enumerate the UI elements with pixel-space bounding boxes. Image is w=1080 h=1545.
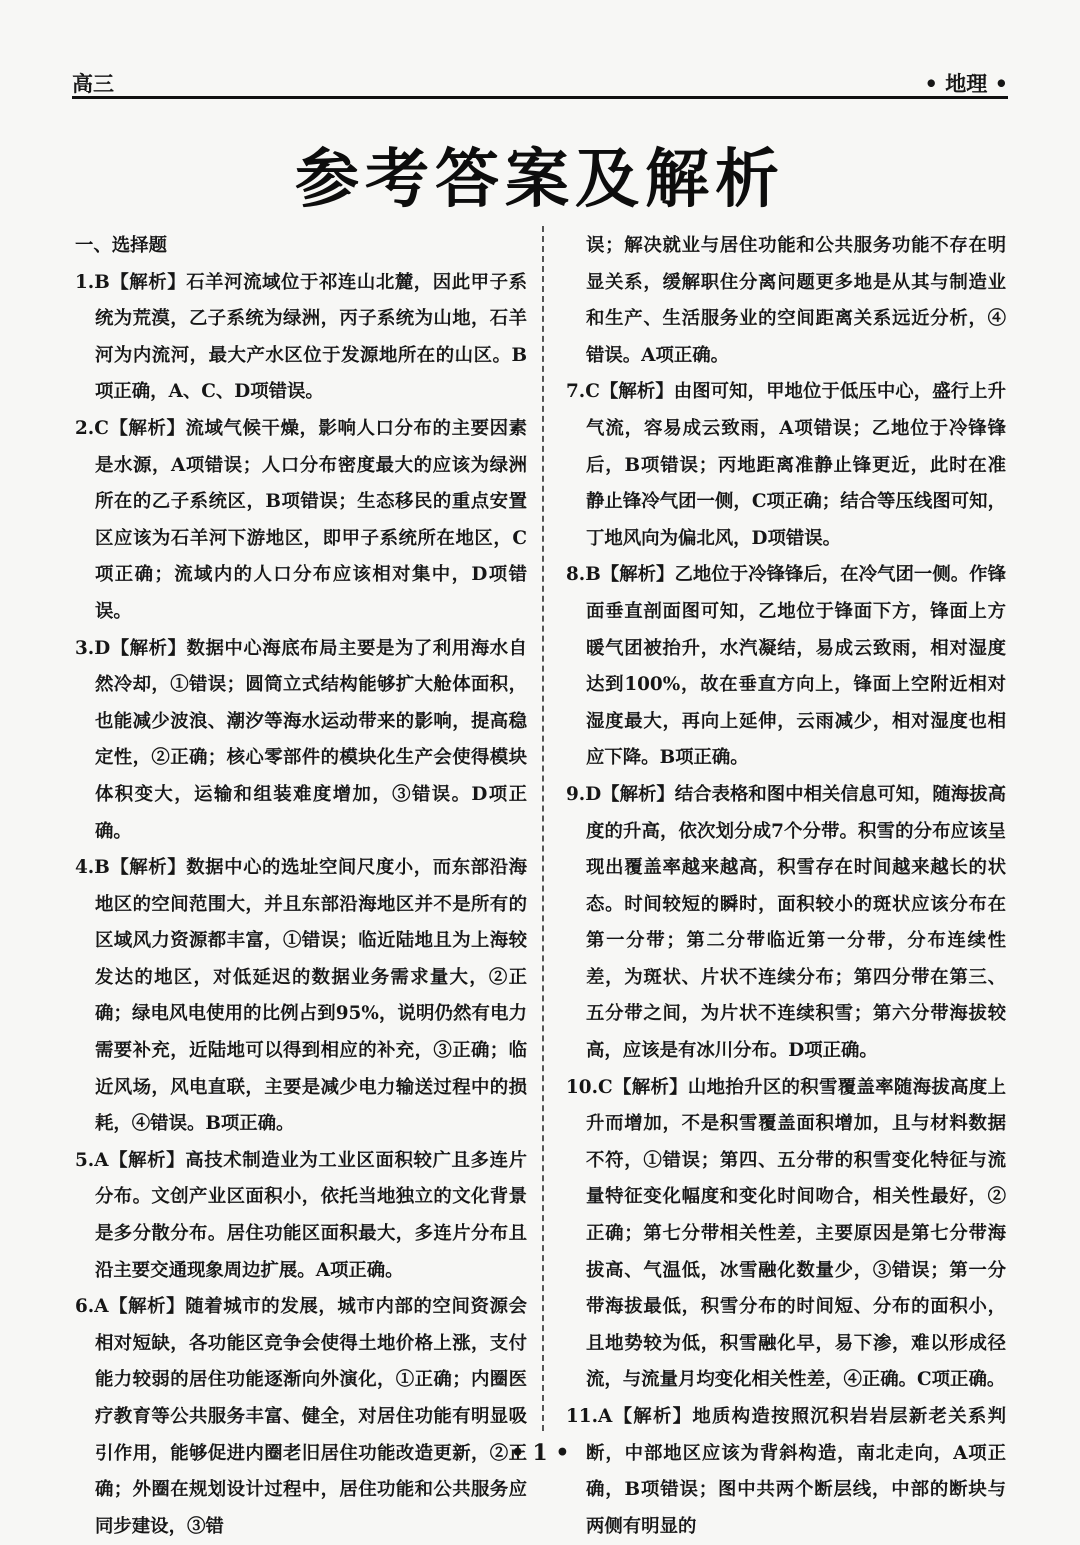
analysis-text: 乙地位于冷锋锋后，在冷气团一侧。作锋面垂直剖面图可知，乙地位于锋面下方，锋面上方暖气团被抬升，水汽凝结，易成云致雨，相对湿度达到100%，故在垂直方向上，锋面上空附近相对湿度最大，再向上延伸，云雨减少，相对湿度也相应下降。B项正确。 <box>586 564 1006 769</box>
answer-letter: D <box>585 783 602 805</box>
analysis-tag: 【解析】 <box>108 1296 186 1318</box>
question-number: 6. <box>75 1296 95 1318</box>
page-number: • 1 • <box>510 1440 570 1466</box>
grade-label: 高三 <box>72 71 114 96</box>
answer-list-right <box>566 374 1006 1545</box>
answer-item <box>566 1399 1006 1545</box>
analysis-text: 山地抬升区的积雪覆盖率随海拔高度上升而增加，不是积雪覆盖面积增加，且与材料数据不符，①错误；第四、五分带的积雪变化特征与流量特征变化幅度和变化时间吻合，相关性最好，②正确；第七分带相关性差，主要原因是第七分带海拔高、气温低，冰雪融化数量少，③错误；第一分带海拔最低，积雪分布的时间短、分布的面积小，且地势较为低，积雪融化早，易下渗，难以形成径流，与流量月均变化相关性差，④正确。C项正确。 <box>586 1076 1006 1391</box>
question-number: 2. <box>75 417 95 439</box>
answer-letter: B <box>585 564 601 586</box>
question-number: 10. <box>566 1076 598 1098</box>
answer-item <box>566 557 1006 777</box>
question-number: 4. <box>75 857 95 879</box>
analysis-tag: 【解析】 <box>109 857 187 879</box>
analysis-tag: 【解析】 <box>612 1406 693 1427</box>
answer-letter: C <box>598 1076 613 1098</box>
answer-item <box>566 374 1006 557</box>
answer-list-left <box>75 265 527 1545</box>
question-number: 5. <box>75 1149 95 1171</box>
question-number: 3. <box>75 637 95 659</box>
answer-letter: B <box>94 857 110 879</box>
answer-letter: B <box>94 271 110 293</box>
answer-letter: A <box>94 1149 109 1171</box>
analysis-text: 数据中心海底布局主要是为了利用海水自然冷却，①错误；圆筒立式结构能够扩大舱体面积，也能减少波浪、潮汐等海水运动带来的影响，提高稳定性，②正确；核心零部件的模块化生产会使得模块体积变大，运输和组装难度增加，③错误。D项正确。 <box>95 637 527 842</box>
answer-item <box>75 265 527 411</box>
analysis-text: 结合表格和图中相关信息可知，随海拔高度的升高，依次划分成7个分带。积雪的分布应该呈现出覆盖率越来越高，积雪存在时间越来越长的状态。时间较短的瞬时，面积较小的斑状应该分布在第一分带；第二分带临近第一分带，分布连续性差，为斑状、片状不连续分布；第四分带在第三、五分带之间，为片状不连续积雪；第六分带海拔较高，应该是有冰川分布。D项正确。 <box>586 783 1006 1062</box>
analysis-tag: 【解析】 <box>109 271 187 293</box>
page-header <box>72 66 1008 99</box>
answer-item <box>75 850 527 1143</box>
left-column <box>75 228 527 1545</box>
answer-item <box>566 777 1006 1070</box>
answer-item <box>566 1070 1006 1399</box>
analysis-text: 地质构造按照沉积岩岩层新老关系判断，中部地区应该为背斜构造，南北走向，A项正确，B项错误；图中共两个断层线，中部的断块与两侧有明显的 <box>586 1406 1006 1537</box>
column-divider <box>542 226 544 1431</box>
analysis-tag: 【解析】 <box>108 417 186 439</box>
section-heading: 一、选择题 <box>75 235 167 256</box>
analysis-tag: 【解析】 <box>601 783 675 805</box>
analysis-tag: 【解析】 <box>612 1076 688 1098</box>
analysis-tag: 【解析】 <box>108 1149 186 1171</box>
analysis-text: 随着城市的发展，城市内部的空间资源会相对短缺，各功能区竞争会使得土地价格上涨，支付能力较弱的居住功能逐渐向外演化，①正确；内圈医疗教育等公共服务丰富、健全，对居住功能有明显吸引作用，能够促进内圈老旧居住功能改造更新，②正确；外圈在规划设计过程中，居住功能和公共服务应同步建设，③错 <box>95 1296 527 1537</box>
analysis-tag: 【解析】 <box>599 381 674 403</box>
question-number: 11. <box>566 1406 598 1427</box>
question-number: 7. <box>566 381 586 403</box>
analysis-tag: 【解析】 <box>600 564 675 586</box>
analysis-text: 石羊河流域位于祁连山北麓，因此甲子系统为荒漠，乙子系统为绿洲，丙子系统为山地，石羊河为内流河，最大产水区位于发源地所在的山区。B项正确，A、C、D项错误。 <box>95 271 527 403</box>
answer-continuation: 误；解决就业与居住功能和公共服务功能不存在明显关系，缓解职住分离问题更多地是从其与制造业和生产、生活服务业的空间距离关系远近分析，④错误。A项正确。 <box>586 235 1006 366</box>
answer-letter: A <box>94 1296 109 1318</box>
answer-item <box>75 411 527 631</box>
answer-letter: C <box>585 381 600 403</box>
question-number: 8. <box>566 564 586 586</box>
answer-letter: C <box>94 417 109 439</box>
answer-letter: D <box>94 637 111 659</box>
analysis-text: 高技术制造业为工业区面积较广且多连片分布。文创产业区面积小，依托当地独立的文化背景是多分散分布。居住功能区面积最大，多连片分布且沿主要交通现象周边扩展。A项正确。 <box>95 1149 527 1281</box>
analysis-text: 由图可知，甲地位于低压中心，盛行上升气流，容易成云致雨，A项错误；乙地位于冷锋锋后，B项错误；丙地距离准静止锋更近，此时在准静止锋冷气团一侧，C项正确；结合等压线图可知，丁地风向为偏北风，D项错误。 <box>586 381 1006 549</box>
answer-item <box>75 631 527 851</box>
page-title: 参考答案及解析 <box>295 143 785 217</box>
analysis-tag: 【解析】 <box>110 637 187 659</box>
question-number: 9. <box>566 783 586 805</box>
question-number: 1. <box>75 271 95 293</box>
analysis-text: 流域气候干燥，影响人口分布的主要因素是水源，A项错误；人口分布密度最大的应该为绿洲所在的乙子系统区，B项错误；生态移民的重点安置区应该为石羊河下游地区，即甲子系统所在地区，C项正确；流域内的人口分布应该相对集中，D项错误。 <box>95 417 527 622</box>
answer-item <box>75 1143 527 1289</box>
right-column <box>566 228 1006 1545</box>
answer-item <box>75 1289 527 1545</box>
answer-letter: A <box>598 1406 613 1427</box>
subject-label: • 地理 • <box>924 71 1008 96</box>
analysis-text: 数据中心的选址空间尺度小，而东部沿海地区的空间范围大，并且东部沿海地区并不是所有的区域风力资源都丰富，①错误；临近陆地且为上海较发达的地区，对低延迟的数据业务需求量大，②正确；绿电风电使用的比例占到95%，说明仍然有电力需要补充，近陆地可以得到相应的补充，③正确；临近风场，风电直联，主要是减少电力输送过程中的损耗，④错误。B项正确。 <box>95 857 527 1135</box>
